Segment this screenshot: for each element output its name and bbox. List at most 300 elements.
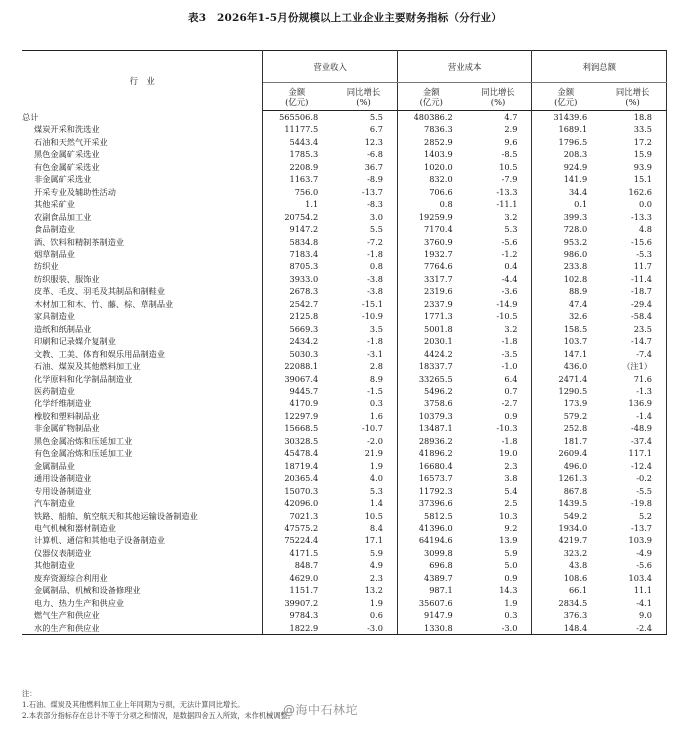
table-row [22, 223, 667, 235]
cost-amount-cell: 1932.7 [397, 248, 464, 260]
cost-amount-cell: 3099.8 [397, 547, 464, 559]
table-row [22, 572, 667, 584]
cost-amount-cell: 3760.9 [397, 236, 464, 248]
profit-growth-cell: 5.2 [599, 510, 666, 522]
table-row [22, 335, 667, 347]
cost-amount-cell: 5496.2 [397, 385, 464, 397]
industry-name: 橡胶和塑料制品业 [22, 410, 263, 422]
profit-amount-cell: 103.7 [532, 335, 599, 347]
revenue-growth-cell: 13.2 [330, 584, 397, 596]
cost-amount-cell: 1330.8 [397, 622, 464, 635]
table-row [22, 609, 667, 621]
revenue-amount-cell: 4629.0 [263, 572, 330, 584]
revenue-growth-cell: 10.5 [330, 510, 397, 522]
table-row [22, 236, 667, 248]
revenue-growth-cell: 1.4 [330, 497, 397, 509]
cost-growth-cell: -1.2 [465, 248, 532, 260]
industry-name: 木材加工和木、竹、藤、棕、草制品业 [22, 298, 263, 310]
revenue-amount-cell: 1151.7 [263, 584, 330, 596]
revenue-growth-cell: 12.3 [330, 136, 397, 148]
cost-growth-cell: -14.9 [465, 298, 532, 310]
revenue-amount-cell: 15668.5 [263, 422, 330, 434]
note-2: 2.本表部分指标存在总计不等于分项之和情况，是数据四舍五入所致，未作机械调整。 [22, 711, 295, 720]
cost-growth-cell: 2.5 [465, 497, 532, 509]
table-title: 表3 2026年1-5月份规模以上工业企业主要财务指标（分行业） [188, 12, 502, 24]
profit-growth-cell: -5.3 [599, 248, 666, 260]
industry-name: 专用设备制造业 [22, 485, 263, 497]
cost-amount-cell: 696.8 [397, 559, 464, 571]
industry-name: 食品制造业 [22, 223, 263, 235]
profit-growth-cell: 117.1 [599, 447, 666, 459]
profit-growth-cell: -13.7 [599, 522, 666, 534]
revenue-amount-cell: 75224.4 [263, 534, 330, 546]
growth-subheader [330, 83, 397, 111]
profit-growth-cell: -12.4 [599, 460, 666, 472]
revenue-amount-cell: 5669.3 [263, 323, 330, 335]
profit-growth-cell: 136.9 [599, 397, 666, 409]
cost-growth-cell: 6.4 [465, 373, 532, 385]
cost-amount-cell: 2319.6 [397, 285, 464, 297]
industry-name: 印刷和记录媒介复制业 [22, 335, 263, 347]
cost-growth-cell: 9.2 [465, 522, 532, 534]
industry-name: 汽车制造业 [22, 497, 263, 509]
profit-group-header: 利润总额 [532, 51, 667, 83]
financial-indicators-table [22, 50, 667, 635]
profit-growth-cell: 11.1 [599, 584, 666, 596]
revenue-growth-cell: 5.5 [330, 223, 397, 235]
cost-amount-cell: 480386.2 [397, 111, 464, 124]
industry-name: 金属制品业 [22, 460, 263, 472]
revenue-growth-cell: -6.8 [330, 148, 397, 160]
table-row [22, 348, 667, 360]
profit-growth-cell: -29.4 [599, 298, 666, 310]
profit-amount-cell: 867.8 [532, 485, 599, 497]
profit-amount-cell: 1689.1 [532, 123, 599, 135]
revenue-amount-cell: 47575.2 [263, 522, 330, 534]
table-row [22, 485, 667, 497]
revenue-growth-cell: -7.2 [330, 236, 397, 248]
cost-growth-cell: 3.2 [465, 323, 532, 335]
cost-amount-cell: 2030.1 [397, 335, 464, 347]
industry-name: 造纸和纸制品业 [22, 323, 263, 335]
cost-growth-cell: 19.0 [465, 447, 532, 459]
industry-name: 计算机、通信和其他电子设备制造业 [22, 534, 263, 546]
cost-growth-cell: -3.6 [465, 285, 532, 297]
table-row [22, 285, 667, 297]
cost-amount-cell: 5001.8 [397, 323, 464, 335]
table-row [22, 111, 667, 124]
revenue-amount-cell: 22088.1 [263, 360, 330, 372]
profit-amount-cell: 173.9 [532, 397, 599, 409]
growth-label: 同比增长 [481, 86, 515, 97]
cost-amount-cell: 64194.6 [397, 534, 464, 546]
profit-amount-cell: 953.2 [532, 236, 599, 248]
profit-amount-cell: 141.9 [532, 173, 599, 185]
profit-amount-cell: 158.5 [532, 323, 599, 335]
table-row [22, 123, 667, 135]
profit-growth-cell: 4.8 [599, 223, 666, 235]
profit-growth-cell: 15.1 [599, 173, 666, 185]
industry-name: 其他制造业 [22, 559, 263, 571]
table-row [22, 410, 667, 422]
cost-growth-cell: 5.9 [465, 547, 532, 559]
revenue-growth-cell: 0.3 [330, 397, 397, 409]
profit-growth-cell: -5.6 [599, 559, 666, 571]
industry-name: 有色金属矿采选业 [22, 161, 263, 173]
revenue-growth-cell: 0.6 [330, 609, 397, 621]
industry-name: 有色金属冶炼和压延加工业 [22, 447, 263, 459]
cost-amount-cell: 7764.6 [397, 260, 464, 272]
profit-amount-cell: 1290.5 [532, 385, 599, 397]
growth-label: 同比增长 [615, 86, 650, 97]
industry-name: 其他采矿业 [22, 198, 263, 210]
profit-amount-cell: 549.2 [532, 510, 599, 522]
profit-amount-cell: 2471.4 [532, 373, 599, 385]
cost-growth-cell: 0.9 [465, 572, 532, 584]
cost-growth-cell: 0.9 [465, 410, 532, 422]
cost-growth-cell: -5.6 [465, 236, 532, 248]
industry-name: 石油、煤炭及其他燃料加工业 [22, 360, 263, 372]
profit-growth-cell: -5.5 [599, 485, 666, 497]
total-label: 总计 [22, 111, 263, 124]
revenue-growth-cell: 8.4 [330, 522, 397, 534]
profit-amount-cell: 47.4 [532, 298, 599, 310]
cost-growth-cell: 0.4 [465, 260, 532, 272]
cost-amount-cell: 35607.6 [397, 597, 464, 609]
table-row [22, 373, 667, 385]
growth-subheader [599, 83, 666, 111]
revenue-growth-cell: -3.8 [330, 285, 397, 297]
industry-name: 电力、热力生产和供应业 [22, 597, 263, 609]
industry-name: 非金属矿采选业 [22, 173, 263, 185]
profit-amount-cell: 579.2 [532, 410, 599, 422]
profit-growth-cell: 71.6 [599, 373, 666, 385]
profit-growth-cell: 17.2 [599, 136, 666, 148]
profit-growth-cell: -11.4 [599, 273, 666, 285]
profit-growth-cell: -58.4 [599, 310, 666, 322]
profit-amount-cell: 208.3 [532, 148, 599, 160]
cost-growth-cell: -11.1 [465, 198, 532, 210]
profit-amount-cell: 102.8 [532, 273, 599, 285]
table-row [22, 422, 667, 434]
revenue-growth-cell: -3.0 [330, 622, 397, 635]
cost-growth-cell: -1.8 [465, 435, 532, 447]
cost-growth-cell: 10.3 [465, 510, 532, 522]
cost-amount-cell: 19259.9 [397, 211, 464, 223]
note-1: 1.石油、煤炭及其他燃料加工业上年同期为亏损，无法计算同比增长。 [22, 700, 245, 709]
cost-amount-cell: 5812.5 [397, 510, 464, 522]
table-row [22, 522, 667, 534]
industry-name: 通用设备制造业 [22, 472, 263, 484]
cost-amount-cell: 7170.4 [397, 223, 464, 235]
profit-amount-cell: 181.7 [532, 435, 599, 447]
cost-amount-cell: 3317.7 [397, 273, 464, 285]
cost-amount-cell: 1771.3 [397, 310, 464, 322]
cost-growth-cell: -7.9 [465, 173, 532, 185]
revenue-growth-cell: 1.9 [330, 460, 397, 472]
cost-growth-cell: -2.7 [465, 397, 532, 409]
revenue-amount-cell: 39907.2 [263, 597, 330, 609]
industry-name: 烟草制品业 [22, 248, 263, 260]
cost-growth-cell: 9.6 [465, 136, 532, 148]
cost-growth-cell: 3.2 [465, 211, 532, 223]
profit-amount-cell: 32.6 [532, 310, 599, 322]
cost-growth-cell: -3.0 [465, 622, 532, 635]
table-row [22, 584, 667, 596]
revenue-amount-cell: 7183.4 [263, 248, 330, 260]
table-row [22, 447, 667, 459]
cost-growth-cell: 14.3 [465, 584, 532, 596]
cost-amount-cell: 2337.9 [397, 298, 464, 310]
industry-name: 纺织服装、服饰业 [22, 273, 263, 285]
table-row [22, 547, 667, 559]
table-row [22, 198, 667, 210]
cost-amount-cell: 33265.5 [397, 373, 464, 385]
revenue-amount-cell: 8705.3 [263, 260, 330, 272]
cost-amount-cell: 16573.7 [397, 472, 464, 484]
revenue-growth-cell: 1.6 [330, 410, 397, 422]
industry-name: 金属制品、机械和设备修理业 [22, 584, 263, 596]
cost-amount-cell: 13487.1 [397, 422, 464, 434]
revenue-growth-cell: 6.7 [330, 123, 397, 135]
revenue-amount-cell: 2125.8 [263, 310, 330, 322]
profit-growth-cell: -48.9 [599, 422, 666, 434]
table-row [22, 397, 667, 409]
cost-amount-cell: 10379.3 [397, 410, 464, 422]
profit-amount-cell: 148.4 [532, 622, 599, 635]
profit-amount-cell: 252.8 [532, 422, 599, 434]
revenue-growth-cell: 2.8 [330, 360, 397, 372]
revenue-amount-cell: 3933.0 [263, 273, 330, 285]
table-row [22, 597, 667, 609]
profit-amount-cell: 496.0 [532, 460, 599, 472]
revenue-amount-cell: 5030.3 [263, 348, 330, 360]
cost-growth-cell: -1.0 [465, 360, 532, 372]
cost-amount-cell: 832.0 [397, 173, 464, 185]
amount-subheader [397, 83, 464, 111]
profit-growth-cell: 23.5 [599, 323, 666, 335]
revenue-growth-cell: -2.0 [330, 435, 397, 447]
revenue-group-header: 营业收入 [263, 51, 398, 83]
profit-amount-cell: 436.0 [532, 360, 599, 372]
table-row [22, 310, 667, 322]
profit-growth-cell: 0.0 [599, 198, 666, 210]
table-row [22, 211, 667, 223]
table-row [22, 186, 667, 198]
profit-amount-cell: 986.0 [532, 248, 599, 260]
cost-amount-cell: 0.8 [397, 198, 464, 210]
industry-name: 铁路、船舶、航空航天和其他运输设备制造业 [22, 510, 263, 522]
cost-amount-cell: 16680.4 [397, 460, 464, 472]
cost-growth-cell: -8.5 [465, 148, 532, 160]
cost-amount-cell: 37396.6 [397, 497, 464, 509]
profit-growth-cell: -18.7 [599, 285, 666, 297]
revenue-amount-cell: 42096.0 [263, 497, 330, 509]
revenue-growth-cell: 3.5 [330, 323, 397, 335]
cost-amount-cell: 41896.2 [397, 447, 464, 459]
amount-label: 金额 [422, 86, 440, 97]
profit-growth-cell: 103.4 [599, 572, 666, 584]
cost-amount-cell: 28936.2 [397, 435, 464, 447]
revenue-growth-cell: -15.1 [330, 298, 397, 310]
profit-amount-cell: 88.9 [532, 285, 599, 297]
revenue-amount-cell: 4171.5 [263, 547, 330, 559]
revenue-growth-cell: -1.8 [330, 335, 397, 347]
cost-growth-cell: 5.3 [465, 223, 532, 235]
industry-name: 纺织业 [22, 260, 263, 272]
table-row [22, 510, 667, 522]
revenue-amount-cell: 565506.8 [263, 111, 330, 124]
revenue-growth-cell: 2.3 [330, 572, 397, 584]
cost-growth-cell: -10.5 [465, 310, 532, 322]
cost-amount-cell: 1020.0 [397, 161, 464, 173]
revenue-growth-cell: -13.7 [330, 186, 397, 198]
revenue-amount-cell: 30328.5 [263, 435, 330, 447]
growth-unit: (%) [625, 96, 640, 107]
industry-name: 黑色金属冶炼和压延加工业 [22, 435, 263, 447]
growth-subheader [465, 83, 532, 111]
cost-amount-cell: 41396.0 [397, 522, 464, 534]
cost-amount-cell: 4424.2 [397, 348, 464, 360]
revenue-growth-cell: 36.7 [330, 161, 397, 173]
table-row [22, 148, 667, 160]
profit-amount-cell: 399.3 [532, 211, 599, 223]
profit-amount-cell: 2834.5 [532, 597, 599, 609]
table-row [22, 136, 667, 148]
cost-growth-cell: -4.4 [465, 273, 532, 285]
industry-header: 行 业 [22, 51, 263, 111]
table-row [22, 323, 667, 335]
profit-growth-cell: 15.9 [599, 148, 666, 160]
industry-name: 文教、工美、体育和娱乐用品制造业 [22, 348, 263, 360]
revenue-amount-cell: 1822.9 [263, 622, 330, 635]
cost-amount-cell: 3758.6 [397, 397, 464, 409]
table-row [22, 385, 667, 397]
profit-growth-cell: -1.3 [599, 385, 666, 397]
amount-label: 金额 [557, 86, 575, 97]
revenue-amount-cell: 2208.9 [263, 161, 330, 173]
revenue-growth-cell: 8.9 [330, 373, 397, 385]
cost-amount-cell: 9147.9 [397, 609, 464, 621]
profit-amount-cell: 1934.0 [532, 522, 599, 534]
cost-growth-cell: 5.4 [465, 485, 532, 497]
cost-growth-cell: 0.3 [465, 609, 532, 621]
growth-unit: (%) [356, 96, 371, 107]
table-row [22, 622, 667, 635]
cost-growth-cell: 10.5 [465, 161, 532, 173]
cost-amount-cell: 1403.9 [397, 148, 464, 160]
table-row [22, 435, 667, 447]
watermark: @海中石林坨 [283, 703, 359, 717]
profit-growth-cell: 18.8 [599, 111, 666, 124]
profit-amount-cell: 1796.5 [532, 136, 599, 148]
profit-growth-cell: -1.4 [599, 410, 666, 422]
revenue-growth-cell: 0.8 [330, 260, 397, 272]
table-row [22, 360, 667, 372]
cost-growth-cell: -10.3 [465, 422, 532, 434]
table-row [22, 273, 667, 285]
profit-amount-cell: 728.0 [532, 223, 599, 235]
table-row [22, 260, 667, 272]
profit-amount-cell: 147.1 [532, 348, 599, 360]
cost-growth-cell: 4.7 [465, 111, 532, 124]
revenue-growth-cell: -10.9 [330, 310, 397, 322]
revenue-growth-cell: 17.1 [330, 534, 397, 546]
amount-subheader [263, 83, 330, 111]
revenue-amount-cell: 2678.3 [263, 285, 330, 297]
profit-amount-cell: 376.3 [532, 609, 599, 621]
profit-growth-cell: -13.3 [599, 211, 666, 223]
cost-growth-cell: 5.0 [465, 559, 532, 571]
growth-label: 同比增长 [346, 86, 381, 97]
revenue-growth-cell: 1.9 [330, 597, 397, 609]
industry-name: 废弃资源综合利用业 [22, 572, 263, 584]
profit-amount-cell: 31439.6 [532, 111, 599, 124]
cost-growth-cell: 0.7 [465, 385, 532, 397]
profit-amount-cell: 323.2 [532, 547, 599, 559]
table-row [22, 298, 667, 310]
cost-growth-cell: -3.5 [465, 348, 532, 360]
revenue-growth-cell: 4.0 [330, 472, 397, 484]
revenue-amount-cell: 9147.2 [263, 223, 330, 235]
industry-name: 家具制造业 [22, 310, 263, 322]
industry-name: 石油和天然气开采业 [22, 136, 263, 148]
profit-growth-cell: -15.6 [599, 236, 666, 248]
revenue-amount-cell: 4170.9 [263, 397, 330, 409]
industry-name: 皮革、毛皮、羽毛及其制品和制鞋业 [22, 285, 263, 297]
industry-name: 开采专业及辅助性活动 [22, 186, 263, 198]
profit-growth-cell: -0.2 [599, 472, 666, 484]
industry-name: 燃气生产和供应业 [22, 609, 263, 621]
revenue-amount-cell: 45478.4 [263, 447, 330, 459]
revenue-amount-cell: 5834.8 [263, 236, 330, 248]
revenue-growth-cell: -1.8 [330, 248, 397, 260]
profit-growth-cell: （注1） [599, 360, 666, 372]
cost-growth-cell: 13.9 [465, 534, 532, 546]
amount-subheader [532, 83, 599, 111]
revenue-amount-cell: 39067.4 [263, 373, 330, 385]
revenue-amount-cell: 1163.7 [263, 173, 330, 185]
revenue-growth-cell: -10.7 [330, 422, 397, 434]
profit-amount-cell: 34.4 [532, 186, 599, 198]
profit-amount-cell: 1261.3 [532, 472, 599, 484]
revenue-amount-cell: 848.7 [263, 559, 330, 571]
revenue-amount-cell: 7021.3 [263, 510, 330, 522]
amount-unit: (亿元) [419, 96, 443, 107]
profit-growth-cell: -37.4 [599, 435, 666, 447]
table-row [22, 559, 667, 571]
table-row [22, 161, 667, 173]
revenue-amount-cell: 2542.7 [263, 298, 330, 310]
profit-growth-cell: -2.4 [599, 622, 666, 635]
revenue-growth-cell: -1.5 [330, 385, 397, 397]
profit-amount-cell: 924.9 [532, 161, 599, 173]
cost-growth-cell: 2.3 [465, 460, 532, 472]
cost-growth-cell: -1.8 [465, 335, 532, 347]
revenue-amount-cell: 9784.3 [263, 609, 330, 621]
revenue-amount-cell: 11177.5 [263, 123, 330, 135]
profit-growth-cell: 93.9 [599, 161, 666, 173]
cost-growth-cell: 2.9 [465, 123, 532, 135]
cost-group-header: 营业成本 [397, 51, 532, 83]
revenue-growth-cell: 3.0 [330, 211, 397, 223]
revenue-amount-cell: 5443.4 [263, 136, 330, 148]
profit-growth-cell: -7.4 [599, 348, 666, 360]
revenue-growth-cell: 5.3 [330, 485, 397, 497]
notes-label: 注： [22, 689, 37, 698]
industry-name: 黑色金属矿采选业 [22, 148, 263, 160]
cost-amount-cell: 11792.3 [397, 485, 464, 497]
